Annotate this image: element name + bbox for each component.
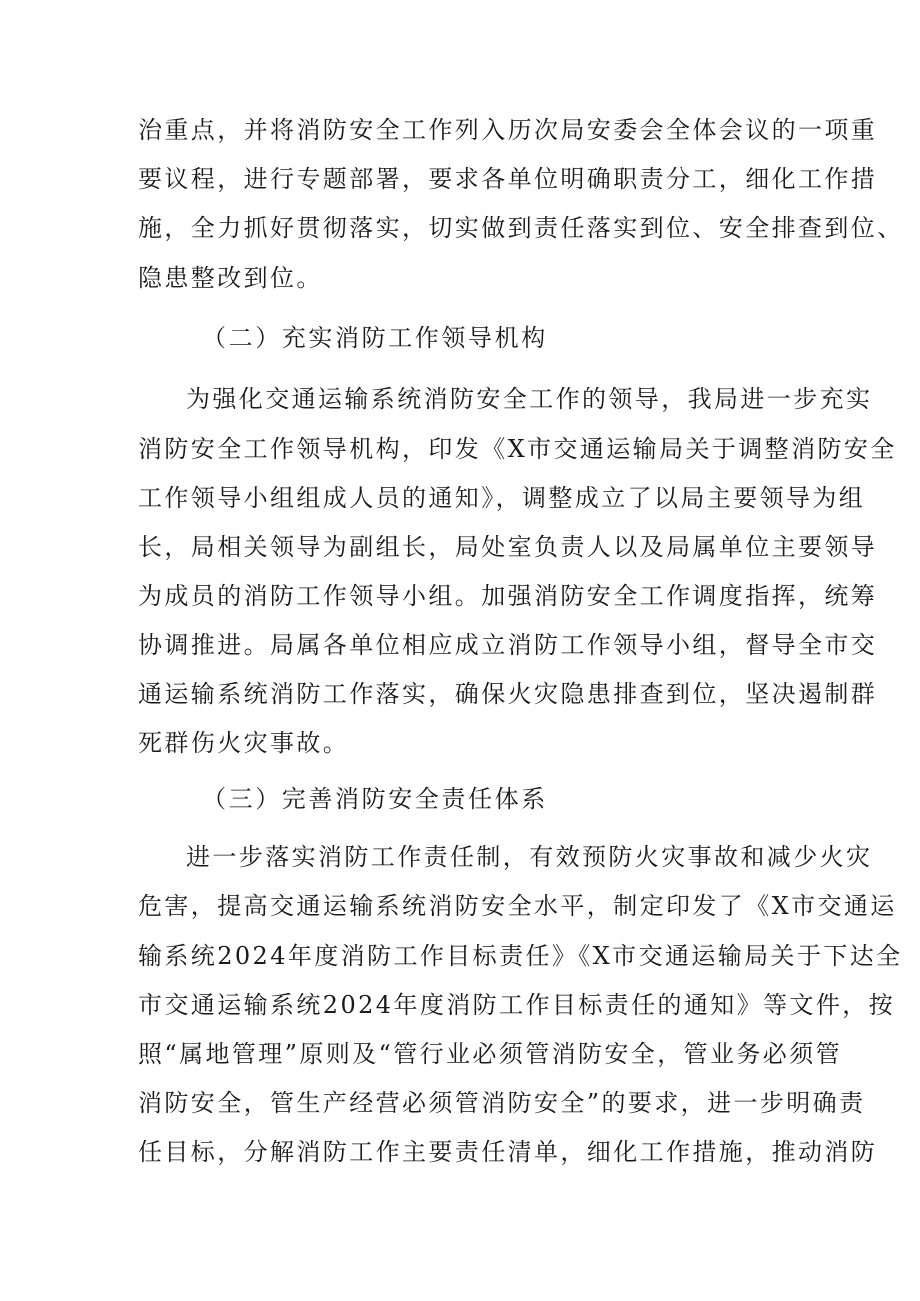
paragraph-line: 要议程，进行专题部署，要求各单位明确职责分工，细化工作措 [138, 165, 878, 193]
paragraph-line: 通运输系统消防工作落实，确保火灾隐患排查到位，坚决遏制群 [138, 680, 878, 708]
paragraph-line: 为成员的消防工作领导小组。加强消防安全工作调度指挥，统筹 [138, 582, 878, 610]
paragraph-line: 进一步落实消防工作责任制，有效预防火灾事故和减少火灾 [186, 843, 873, 871]
paragraph-line: 协调推进。局属各单位相应成立消防工作领导小组，督导全市交 [138, 631, 878, 659]
paragraph-line: 隐患整改到位。 [138, 264, 323, 292]
paragraph-line: 消防安全，管生产经营必须管消防安全”的要求，进一步明确责 [138, 1089, 866, 1117]
paragraph-line: 为强化交通运输系统消防安全工作的领导，我局进一步充实 [186, 385, 873, 413]
paragraph-line: 施，全力抓好贯彻落实，切实做到责任落实到位、安全排查到位、 [138, 214, 904, 242]
section-heading: （二）充实消防工作领导机构 [202, 324, 548, 352]
paragraph-line: 照“属地管理”原则及“管行业必须管消防安全，管业务必须管 [138, 1040, 843, 1068]
paragraph-line: 危害，提高交通运输系统消防安全水平，制定印发了《X市交通运 [138, 892, 897, 920]
paragraph-line: 长，局相关领导为副组长，局处室负责人以及局属单位主要领导 [138, 533, 878, 561]
paragraph-line: 市交通运输系统2024年度消防工作目标责任的通知》等文件，按 [138, 991, 896, 1019]
paragraph-line: 死群伤火灾事故。 [138, 729, 350, 757]
paragraph-line: 治重点，并将消防安全工作列入历次局安委会全体会议的一项重 [138, 116, 878, 144]
paragraph-line: 输系统2024年度消防工作目标责任》《X市交通运输局关于下达全 [138, 942, 903, 970]
paragraph-line: 工作领导小组组成人员的通知》，调整成立了以局主要领导为组 [138, 484, 866, 512]
paragraph-line: 任目标，分解消防工作主要责任清单，细化工作措施，推动消防 [138, 1138, 878, 1166]
paragraph-line: 消防安全工作领导机构，印发《X市交通运输局关于调整消防安全 [138, 435, 897, 463]
section-heading: （三）完善消防安全责任体系 [202, 785, 548, 813]
